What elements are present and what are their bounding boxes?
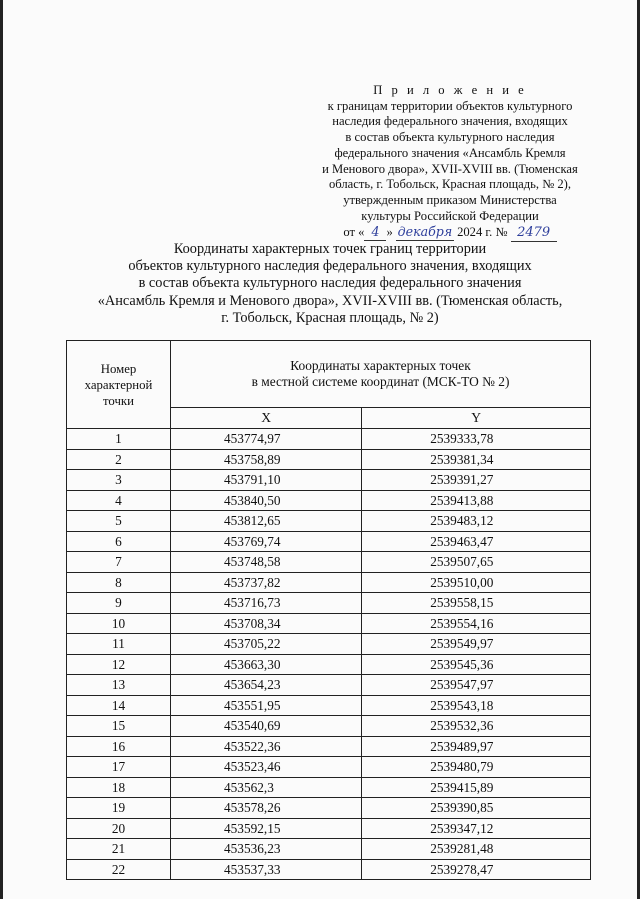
point-number-cell: 19 xyxy=(67,798,171,819)
y-coordinate-cell: 2539543,18 xyxy=(362,695,591,716)
scan-edge-left xyxy=(0,0,3,899)
point-number-cell: 18 xyxy=(67,777,171,798)
table-row xyxy=(67,695,591,716)
table-row xyxy=(67,798,591,819)
header-coords-line: в местной системе координат (МСК-ТО № 2) xyxy=(251,374,510,389)
x-coordinate-cell: 453540,69 xyxy=(171,716,362,737)
x-coordinate-cell: 453592,15 xyxy=(171,818,362,839)
point-number-cell: 13 xyxy=(67,675,171,696)
y-coordinate-cell: 2539390,85 xyxy=(362,798,591,819)
point-number-cell: 15 xyxy=(67,716,171,737)
table-row xyxy=(67,757,591,778)
point-number-cell: 5 xyxy=(67,511,171,532)
appendix-line: к границам территории объектов культурного xyxy=(327,98,573,113)
table-row xyxy=(67,777,591,798)
table-row xyxy=(67,613,591,634)
y-coordinate-cell: 2539278,47 xyxy=(362,859,591,880)
y-coordinate-cell: 2539510,00 xyxy=(362,572,591,593)
x-coordinate-cell: 453523,46 xyxy=(171,757,362,778)
y-coordinate-cell: 2539558,15 xyxy=(362,593,591,614)
point-number-cell: 7 xyxy=(67,552,171,573)
point-number-cell: 11 xyxy=(67,634,171,655)
header-y: Y xyxy=(362,408,591,429)
heading-line: Координаты характерных точек границ территории xyxy=(173,241,487,257)
appendix-line: федерального значения «Ансамбль Кремля xyxy=(334,145,566,160)
y-coordinate-cell: 2539415,89 xyxy=(362,777,591,798)
point-number-cell: 14 xyxy=(67,695,171,716)
table-row xyxy=(67,634,591,655)
x-coordinate-cell: 453708,34 xyxy=(171,613,362,634)
point-number-cell: 2 xyxy=(67,449,171,470)
y-coordinate-cell: 2539549,97 xyxy=(362,634,591,655)
table-row xyxy=(67,449,591,470)
order-date-line xyxy=(300,224,600,242)
handwritten-month: декабря xyxy=(397,224,453,240)
table-row xyxy=(67,470,591,491)
x-coordinate-cell: 453562,3 xyxy=(171,777,362,798)
y-coordinate-cell: 2539547,97 xyxy=(362,675,591,696)
x-coordinate-cell: 453791,10 xyxy=(171,470,362,491)
point-number-cell: 4 xyxy=(67,490,171,511)
table-row xyxy=(67,593,591,614)
heading-line: г. Тобольск, Красная площадь, № 2) xyxy=(221,309,439,326)
appendix-title: П р и л о ж е н и е xyxy=(373,83,527,97)
date-suffix: 2024 г. № xyxy=(453,225,511,240)
y-coordinate-cell: 2539480,79 xyxy=(362,757,591,778)
point-number-cell: 3 xyxy=(67,470,171,491)
table-row xyxy=(67,531,591,552)
heading-line: объектов культурного наследия федерального значения, входящих xyxy=(128,258,532,275)
x-coordinate-cell: 453705,22 xyxy=(171,634,362,655)
header-num-line: точки xyxy=(103,393,134,408)
x-coordinate-cell: 453654,23 xyxy=(171,675,362,696)
y-coordinate-cell: 2539554,16 xyxy=(362,613,591,634)
table-row xyxy=(67,572,591,593)
table-row xyxy=(67,818,591,839)
appendix-line: и Менового двора», XVII-XVIII вв. (Тюменская xyxy=(322,161,578,176)
document-heading xyxy=(60,241,600,327)
table-row xyxy=(67,511,591,532)
point-number-cell: 17 xyxy=(67,757,171,778)
x-coordinate-cell: 453737,82 xyxy=(171,572,362,593)
table-row xyxy=(67,716,591,737)
x-coordinate-cell: 453748,58 xyxy=(171,552,362,573)
appendix-line: утвержденным приказом Министерства xyxy=(343,192,557,207)
y-coordinate-cell: 2539333,78 xyxy=(362,429,591,450)
y-coordinate-cell: 2539381,34 xyxy=(362,449,591,470)
x-coordinate-cell: 453537,33 xyxy=(171,859,362,880)
header-point-number xyxy=(67,341,171,429)
x-coordinate-cell: 453774,97 xyxy=(171,429,362,450)
appendix-line: наследия федерального значения, входящих xyxy=(332,114,568,129)
heading-line: «Ансамбль Кремля и Менового двора», XVII-XVIII вв. (Тюменская область, xyxy=(97,292,563,309)
table-row xyxy=(67,490,591,511)
x-coordinate-cell: 453551,95 xyxy=(171,695,362,716)
handwritten-day: 4 xyxy=(364,224,386,241)
point-number-cell: 22 xyxy=(67,859,171,880)
table-body xyxy=(67,429,591,880)
table-row xyxy=(67,736,591,757)
point-number-cell: 16 xyxy=(67,736,171,757)
y-coordinate-cell: 2539489,97 xyxy=(362,736,591,757)
x-coordinate-cell: 453840,50 xyxy=(171,490,362,511)
appendix-line: культуры Российской Федерации xyxy=(361,208,539,223)
y-coordinate-cell: 2539281,48 xyxy=(362,839,591,860)
point-number-cell: 12 xyxy=(67,654,171,675)
header-coordinates xyxy=(171,341,591,408)
table-row xyxy=(67,859,591,880)
coordinates-table xyxy=(66,340,591,880)
y-coordinate-cell: 2539483,12 xyxy=(362,511,591,532)
x-coordinate-cell: 453812,65 xyxy=(171,511,362,532)
x-coordinate-cell: 453536,23 xyxy=(171,839,362,860)
point-number-cell: 9 xyxy=(67,593,171,614)
y-coordinate-cell: 2539391,27 xyxy=(362,470,591,491)
point-number-cell: 6 xyxy=(67,531,171,552)
header-coords-line: Координаты характерных точек xyxy=(290,357,471,373)
y-coordinate-cell: 2539507,65 xyxy=(362,552,591,573)
x-coordinate-cell: 453663,30 xyxy=(171,654,362,675)
y-coordinate-cell: 2539545,36 xyxy=(362,654,591,675)
table-row xyxy=(67,552,591,573)
point-number-cell: 10 xyxy=(67,613,171,634)
appendix-block xyxy=(300,83,600,242)
table-row xyxy=(67,839,591,860)
appendix-line: область, г. Тобольск, Красная площадь, № 2), xyxy=(328,177,572,192)
table-row xyxy=(67,429,591,450)
x-coordinate-cell: 453758,89 xyxy=(171,449,362,470)
heading-line: в состав объекта культурного наследия федерального значения xyxy=(138,275,522,292)
table-row xyxy=(67,675,591,696)
header-num-line: Номер xyxy=(100,361,137,376)
x-coordinate-cell: 453716,73 xyxy=(171,593,362,614)
y-coordinate-cell: 2539347,12 xyxy=(362,818,591,839)
header-num-line: характерной xyxy=(84,377,153,392)
header-x: X xyxy=(171,408,362,429)
y-coordinate-cell: 2539532,36 xyxy=(362,716,591,737)
point-number-cell: 20 xyxy=(67,818,171,839)
x-coordinate-cell: 453578,26 xyxy=(171,798,362,819)
handwritten-order-number: 2479 xyxy=(511,225,557,242)
point-number-cell: 1 xyxy=(67,429,171,450)
x-coordinate-cell: 453769,74 xyxy=(171,531,362,552)
y-coordinate-cell: 2539413,88 xyxy=(362,490,591,511)
point-number-cell: 8 xyxy=(67,572,171,593)
date-mid: » xyxy=(386,225,396,240)
y-coordinate-cell: 2539463,47 xyxy=(362,531,591,552)
table-row xyxy=(67,654,591,675)
point-number-cell: 21 xyxy=(67,839,171,860)
appendix-line: в состав объекта культурного наследия xyxy=(345,130,555,145)
x-coordinate-cell: 453522,36 xyxy=(171,736,362,757)
date-prefix: от « xyxy=(343,225,365,240)
